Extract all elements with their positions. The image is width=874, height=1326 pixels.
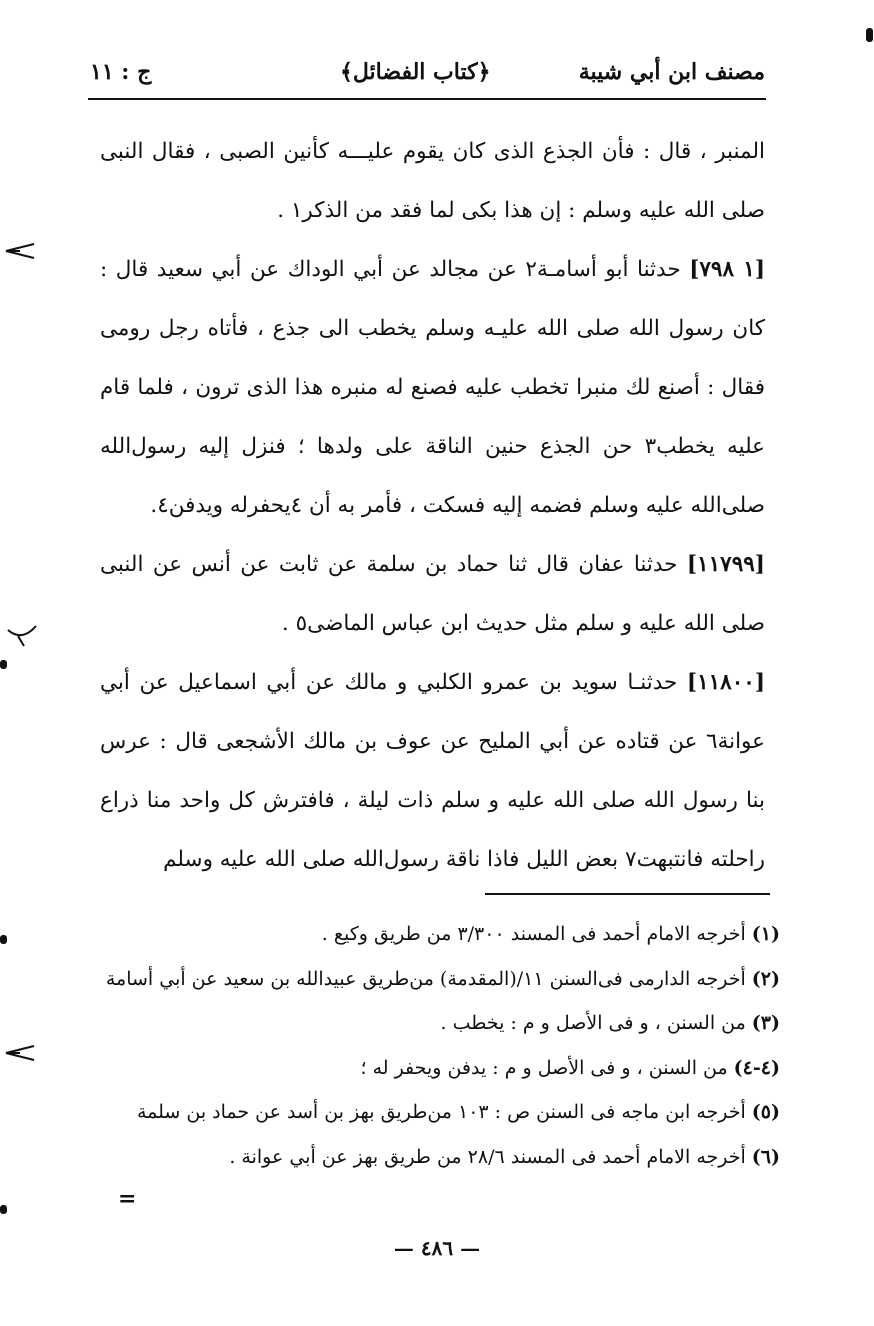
footnote [110, 1090, 780, 1135]
footnote-text: أخرجه الدارمى فى‌السنن ١١/(المقدمة) من‌طريق عبيدالله بن سعيد عن أبي أسامة [105, 967, 746, 990]
continuation-mark: = [118, 1186, 137, 1212]
footnote-marker: (١) [751, 923, 780, 945]
edge-mark [0, 660, 7, 669]
footnote-rule [485, 893, 770, 895]
volume-number: ج : ١١ [90, 59, 152, 85]
footnote-marker: (٣) [751, 1012, 780, 1034]
margin-arrow-icon [4, 622, 38, 648]
footnote-marker: (٤-٤) [733, 1056, 780, 1079]
paragraph [100, 122, 765, 240]
footnote-marker: (٦) [751, 1145, 780, 1168]
footnote [110, 1001, 780, 1046]
hadith-number: [١ ٧٩٨] [689, 257, 765, 282]
footnote [110, 1135, 780, 1180]
edge-mark [0, 1205, 7, 1214]
header-rule [88, 98, 766, 100]
footnote [110, 1046, 780, 1091]
footnotes [105, 912, 780, 1179]
main-text [100, 122, 765, 889]
hadith-paragraph [100, 240, 765, 535]
paragraph-text: حدثنا أبو أسامـة٢ عن مجالد عن أبي الوداك عن أبي سعيد قال : كان رسول الله صلى الله عليـه وسلم يخطب الى جذع ، فأتاه رجل رومى فقال : أصنع لك منبرا تخطب عليه فصنع له منبره هذا الذى ترون ، فلما قام عليه يخطب٣ حن الجذع حنين الناقة على ولدها ؛ فنزل إليه رسول‌الله صلى‌الله عليه وسلم فضمه إليه فسكت ، فأمر به أن ٤يحفرله ويدفن٤. [100, 257, 766, 518]
footnote-text: من السنن ، و فى الأصل و م : يدفن ويحفر له ؛ [360, 1056, 728, 1079]
section-title: ﴿كتاب الفضائل﴾ [340, 59, 491, 85]
footnote [105, 957, 780, 1002]
footnote-text: من السنن ، و فى الأصل و م : يخطب . [440, 1012, 746, 1034]
footnote-text: أخرجه الامام أحمد فى المسند ٣/٣٠٠ من طريق وكيع . [321, 923, 746, 945]
footnote-marker: (٢) [751, 967, 780, 990]
hadith-number: [١١٨٠٠] [686, 670, 765, 695]
book-title: مصنف ابن أبي شيبة [578, 59, 765, 85]
hadith-paragraph [100, 653, 765, 889]
hadith-paragraph [100, 535, 765, 653]
edge-mark [0, 935, 7, 944]
footnote-marker: (٥) [751, 1101, 780, 1123]
paragraph-text: المنبر ، قال : فأن الجذع الذى كان يقوم عليـــه كأنين الصبى ، فقال النبى صلى الله عليه وسلم : إن هذا بكى لما فقد من الذكر١ . [100, 139, 765, 223]
hadith-number: [١١٧٩٩] [686, 552, 765, 577]
margin-arrow-icon [4, 1040, 38, 1066]
footnote [110, 912, 780, 957]
footnote-text: أخرجه ابن ماجه فى السنن ص : ١٠٣ من‌طريق بهز بن أسد عن حماد بن سلمة [136, 1101, 746, 1123]
paragraph-text: حدثنا عفان قال ثنا حماد بن سلمة عن ثابت عن أنس عن النبى صلى الله عليه و سلم مثل حديث ابن عباس الماضى٥ . [100, 552, 765, 636]
footnote-text: أخرجه الامام أحمد فى المسند ٢٨/٦ من طريق بهز عن أبي عوانة . [229, 1145, 746, 1168]
edge-mark [866, 28, 873, 42]
paragraph-text: حدثنـا سويد بن عمرو الكلبي و مالك عن أبي اسماعيل عن أبي عوانة٦ عن قتاده عن أبي المليح عن عوف بن مالك الأشجعى قال : عرس بنا رسول الله صلى الله عليه و سلم ذات ليلة ، فافترش كل واحد منا ذراع راحلته فانتبهت٧ بعض الليل فاذا ناقة رسول‌الله صلى الله عليه وسلم [100, 670, 765, 872]
page-number: — ٤٨٦ — [393, 1236, 481, 1260]
running-header [90, 55, 765, 97]
margin-arrow-icon [4, 238, 38, 264]
